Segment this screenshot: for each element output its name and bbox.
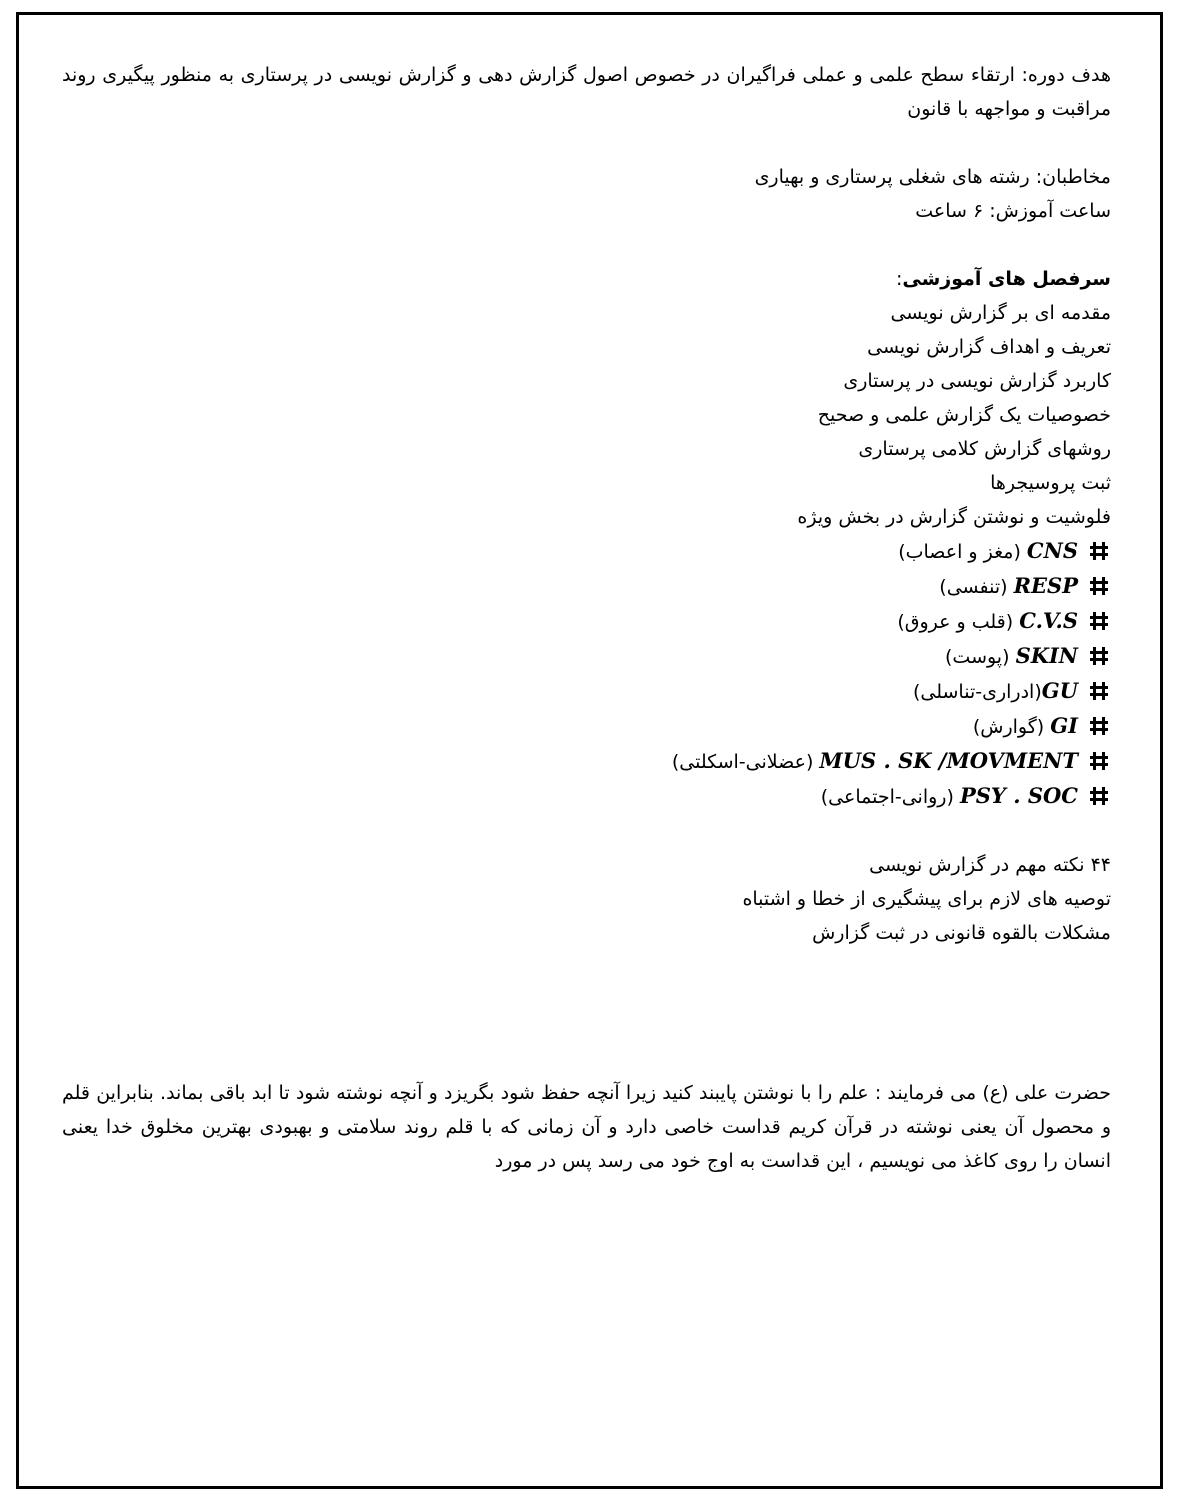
system-code: RESP bbox=[1013, 573, 1078, 598]
system-item-gi bbox=[62, 709, 1111, 744]
topic-item: خصوصیات یک گزارش علمی و صحیح bbox=[817, 404, 1111, 426]
system-desc: (پوست) bbox=[945, 646, 1010, 668]
extra-topic-item: توصیه های لازم برای پیشگیری از خطا و اشتباه bbox=[742, 888, 1111, 910]
quote-paragraph: حضرت علی (ع) می فرمایند : علم را با نوشتن پایبند کنید زیرا آنچه حفظ شود بگریزد و آنچه نوشته شود تا ابد باقی بماند. بنابراین قلم و محصول آن یعنی نوشته در قرآن کریم قداست خاصی دارد و آن زمانی که با قلم روند سلامتی و بهبودی بهترین مخلوق خدا یعنی انسان را روی کاغذ می نویسیم ، این قداست به اوج خود می رسد پس در مورد bbox=[62, 1082, 1111, 1172]
film-bullet-icon bbox=[1090, 787, 1108, 805]
system-desc: (مغز و اعصاب) bbox=[898, 541, 1021, 563]
system-desc: (روانی-اجتماعی) bbox=[820, 786, 954, 808]
system-desc: (عضلانی-اسکلتی) bbox=[671, 751, 814, 773]
system-item-gu bbox=[62, 674, 1111, 709]
course-goal: هدف دوره: ارتقاء سطح علمی و عملی فراگیران در خصوص اصول گزارش دهی و گزارش نویسی در پرستاری به منظور پیگیری روند مراقبت و مواجهه با قانون bbox=[62, 64, 1111, 120]
topic-item: روشهای گزارش کلامی پرستاری bbox=[858, 438, 1111, 460]
film-bullet-icon bbox=[1090, 612, 1108, 630]
topic-item: فلوشیت و نوشتن گزارش در بخش ویژه bbox=[797, 506, 1111, 528]
film-bullet-icon bbox=[1090, 647, 1108, 665]
system-desc: (قلب و عروق) bbox=[897, 611, 1014, 633]
course-hours: ساعت آموزش: ۶ ساعت bbox=[915, 200, 1111, 222]
film-bullet-icon bbox=[1090, 577, 1108, 595]
system-desc: (ادراری-تناسلی) bbox=[912, 681, 1042, 703]
course-audience: مخاطبان: رشته های شغلی پرستاری و بهیاری bbox=[754, 166, 1111, 188]
extra-topic-item: مشکلات بالقوه قانونی در ثبت گزارش bbox=[812, 922, 1111, 944]
topic-item: کاربرد گزارش نویسی در پرستاری bbox=[843, 370, 1111, 392]
system-item-resp bbox=[62, 569, 1111, 604]
system-item-cvs bbox=[62, 604, 1111, 639]
document-body bbox=[62, 58, 1111, 1178]
system-item-skin bbox=[62, 639, 1111, 674]
topic-item: مقدمه ای بر گزارش نویسی bbox=[890, 302, 1111, 324]
system-desc: (تنفسی) bbox=[939, 576, 1008, 598]
topics-heading-text: سرفصل های آموزشی bbox=[902, 268, 1111, 290]
film-bullet-icon bbox=[1090, 752, 1108, 770]
film-bullet-icon bbox=[1090, 542, 1108, 560]
extra-topic-item: ۴۴ نکته مهم در گزارش نویسی bbox=[869, 854, 1111, 876]
system-code: CNS bbox=[1026, 538, 1078, 563]
system-code: GU bbox=[1041, 678, 1078, 703]
film-bullet-icon bbox=[1090, 682, 1108, 700]
topic-item: ثبت پروسیجرها bbox=[990, 472, 1111, 494]
topics-heading-colon: : bbox=[895, 268, 903, 290]
system-code: PSY . SOC bbox=[959, 783, 1078, 808]
system-desc: (گوارش) bbox=[972, 716, 1045, 738]
topic-item: تعریف و اهداف گزارش نویسی bbox=[867, 336, 1111, 358]
system-code: GI bbox=[1050, 713, 1078, 738]
system-item-psy bbox=[62, 779, 1111, 814]
system-code: C.V.S bbox=[1019, 608, 1078, 633]
system-code: MUS . SK /MOVMENT bbox=[819, 748, 1078, 773]
film-bullet-icon bbox=[1090, 717, 1108, 735]
system-item-mus bbox=[62, 744, 1111, 779]
system-code: SKIN bbox=[1015, 643, 1078, 668]
system-item-cns bbox=[62, 534, 1111, 569]
topics-heading bbox=[62, 262, 1111, 296]
